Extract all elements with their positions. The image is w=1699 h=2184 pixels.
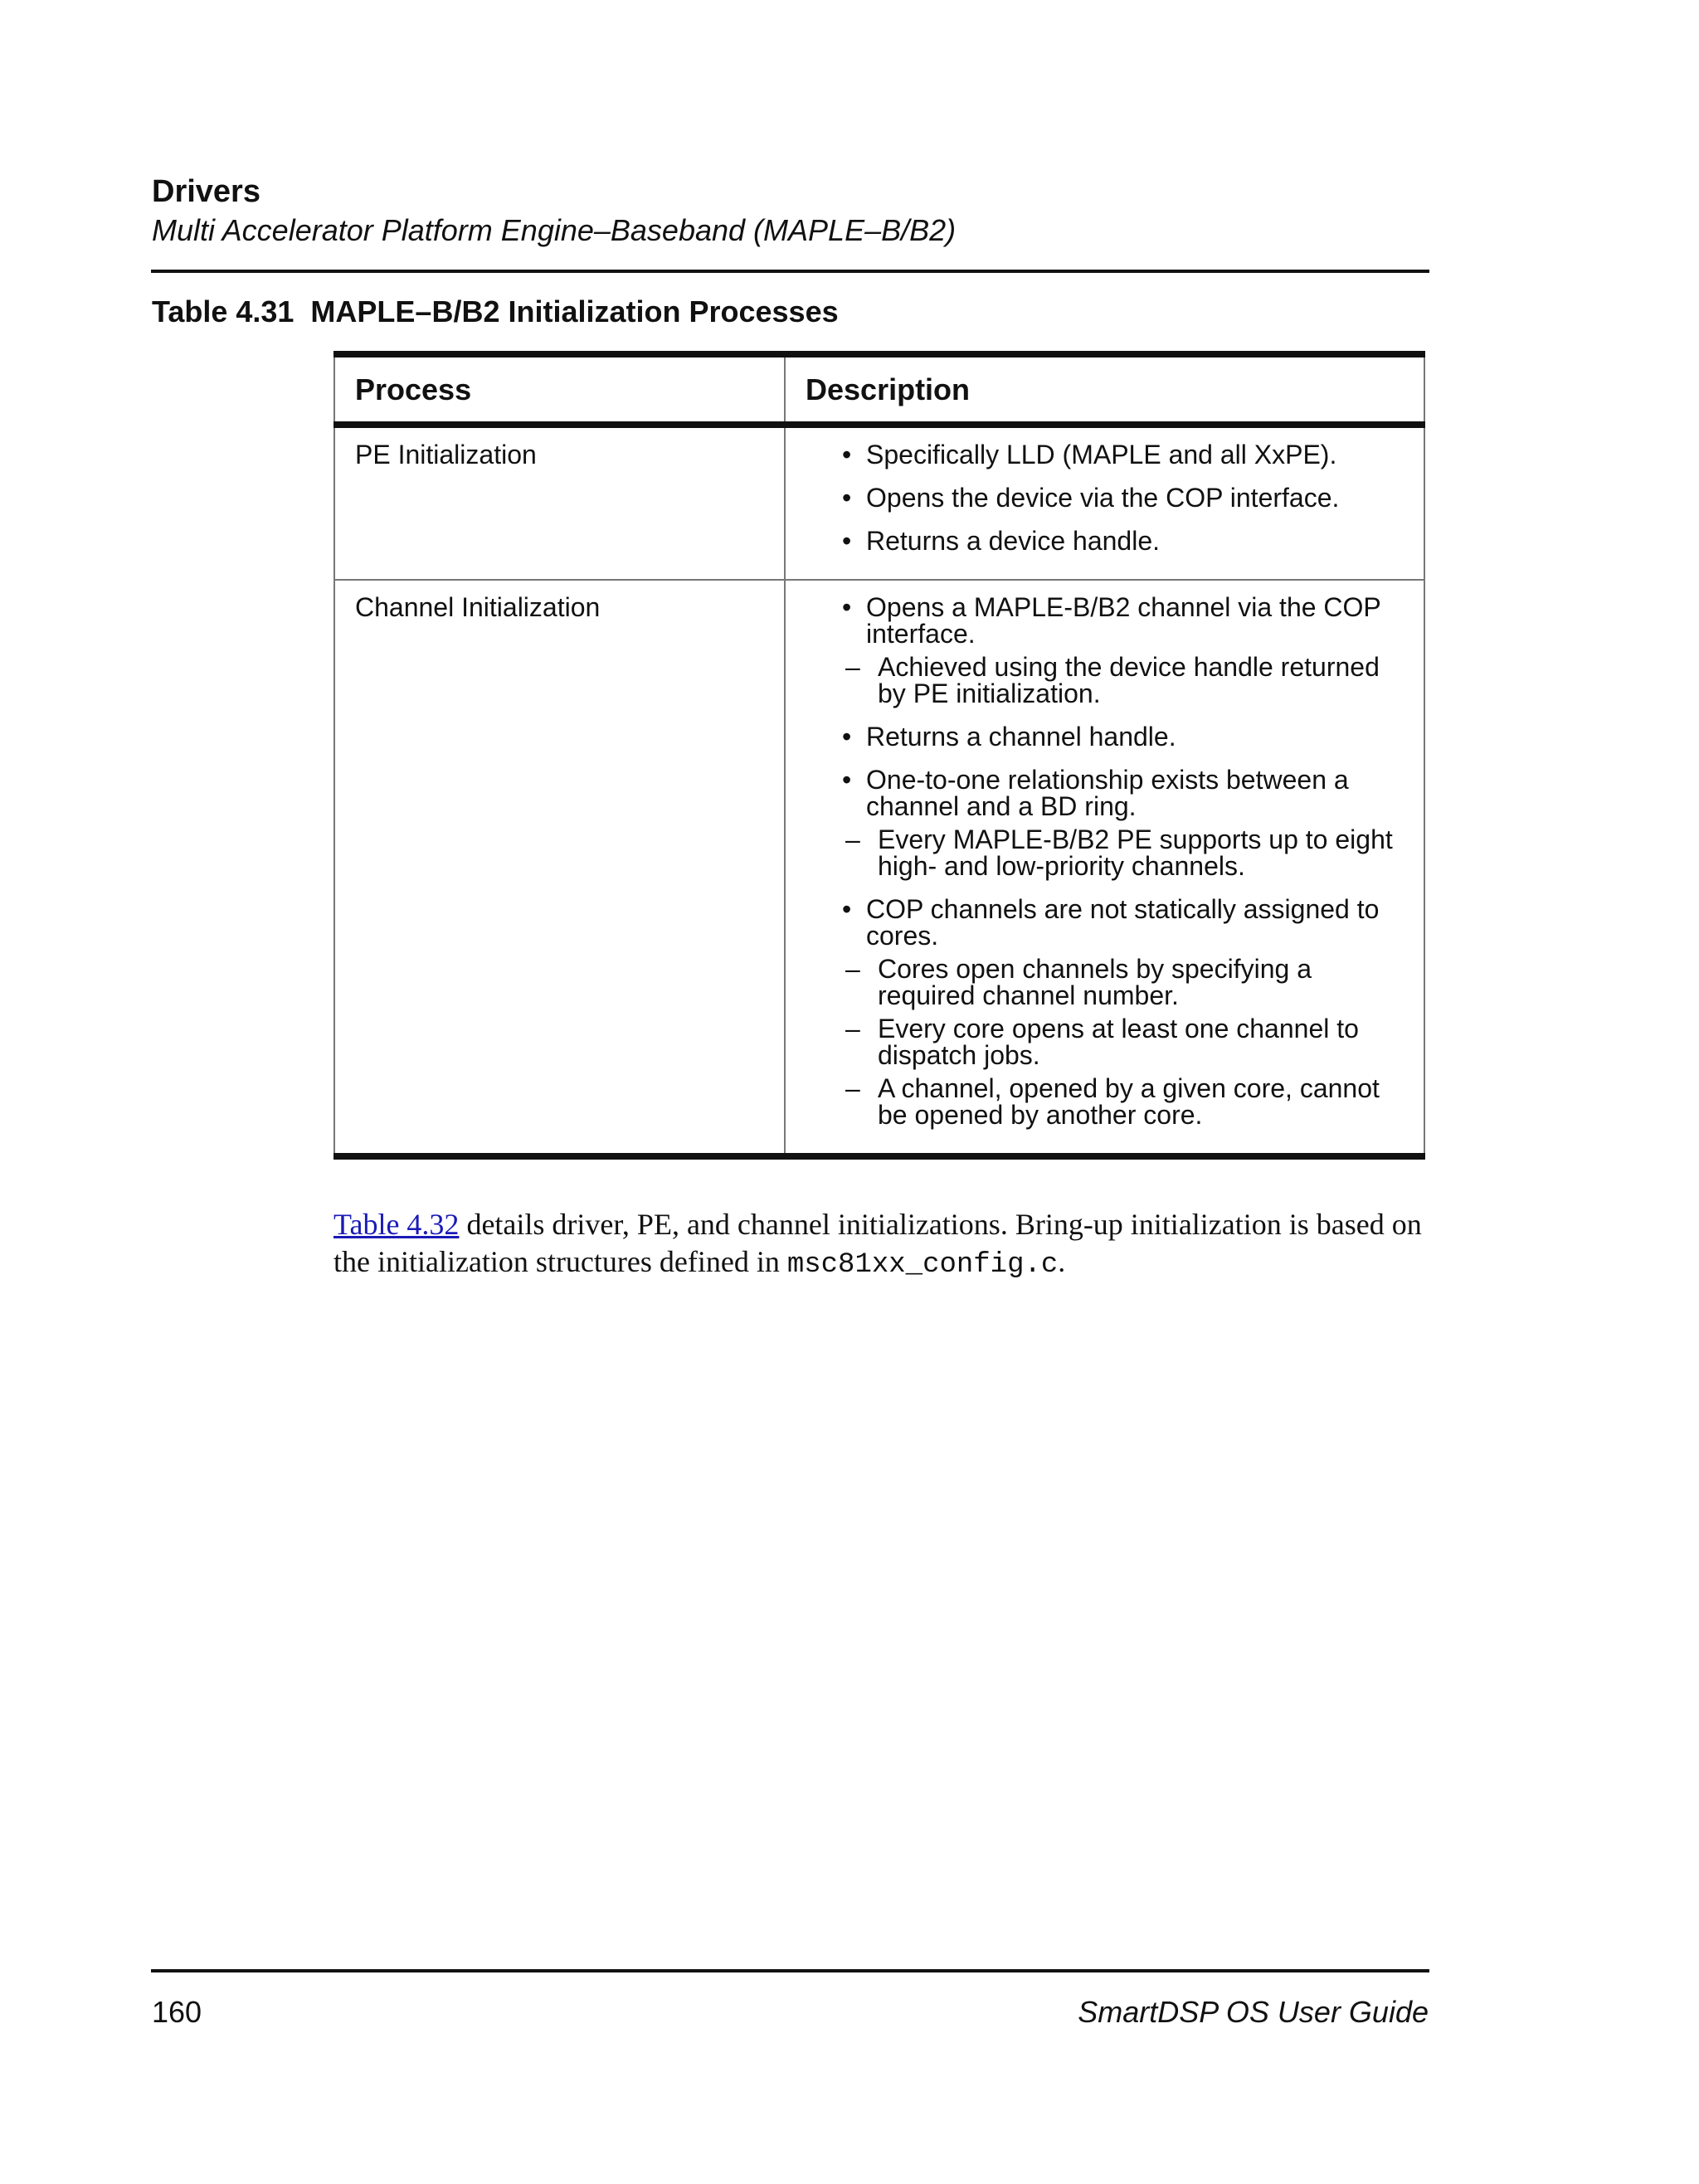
sub-bullet-item [806, 826, 1404, 879]
bullet-text: Returns a device handle. [866, 526, 1160, 556]
bullet-text: Returns a channel handle. [866, 722, 1176, 752]
bullet-item [806, 896, 1404, 949]
bullet-marker: • [842, 765, 852, 795]
initialization-table [333, 351, 1425, 1160]
column-header-process: Process [334, 354, 785, 425]
bullet-marker: • [842, 722, 852, 752]
guide-title: SmartDSP OS User Guide [1078, 1995, 1429, 2029]
bullet-text: Specifically LLD (MAPLE and all XxPE). [866, 440, 1337, 469]
dash-marker: – [845, 954, 860, 984]
section-subtitle: Multi Accelerator Platform Engine–Baseband (MAPLE–B/B2) [152, 213, 957, 247]
config-file-name: msc81xx_config.c [786, 1249, 1059, 1281]
bullet-item [806, 594, 1404, 647]
sub-bullet-item [806, 1015, 1404, 1068]
dash-marker: – [845, 652, 860, 682]
footer-divider [151, 1969, 1429, 1972]
bullet-item [806, 441, 1404, 468]
bullet-text: Opens the device via the COP interface. [866, 483, 1340, 513]
bullet-item [806, 484, 1404, 511]
description-cell [785, 580, 1424, 1156]
sub-bullet-text: A channel, opened by a given core, cannot be opened by another core. [878, 1073, 1380, 1130]
bullet-text: COP channels are not statically assigned to cores. [866, 894, 1380, 951]
sub-bullet-text: Achieved using the device handle returned by PE initialization. [878, 652, 1380, 708]
page-number: 160 [152, 1995, 202, 2029]
dash-marker: – [845, 824, 860, 854]
sub-bullet-text: Every MAPLE-B/B2 PE supports up to eight high- and low-priority channels. [878, 824, 1393, 881]
process-cell: Channel Initialization [334, 580, 785, 1156]
bullet-item [806, 766, 1404, 820]
body-paragraph [333, 1206, 1429, 1284]
column-header-description: Description [785, 354, 1424, 425]
chapter-title: Drivers [152, 174, 260, 209]
body-text-part-2: . [1058, 1245, 1066, 1278]
sub-bullet-text: Every core opens at least one channel to dispatch jobs. [878, 1014, 1359, 1070]
bullet-item [806, 723, 1404, 750]
sub-bullet-item [806, 654, 1404, 707]
dash-marker: – [845, 1014, 860, 1043]
bullet-text: Opens a MAPLE-B/B2 channel via the COP interface. [866, 592, 1381, 649]
bullet-text: One-to-one relationship exists between a channel and a BD ring. [866, 765, 1349, 821]
table-reference-link[interactable]: Table 4.32 [333, 1208, 460, 1241]
bullet-marker: • [842, 483, 852, 513]
body-text-part-1: details driver, PE, and channel initializations. Bring-up initialization is based on the initialization structures defined in [333, 1208, 1422, 1278]
sub-bullet-item [806, 1075, 1404, 1128]
bullet-marker: • [842, 440, 852, 469]
header-divider [151, 270, 1429, 273]
description-cell [785, 425, 1424, 580]
table-body [334, 425, 1424, 1156]
dash-marker: – [845, 1073, 860, 1103]
bullet-marker: • [842, 526, 852, 556]
sub-bullet-text: Cores open channels by specifying a required channel number. [878, 954, 1312, 1010]
sub-bullet-item [806, 956, 1404, 1009]
table-row [334, 580, 1424, 1156]
table-caption: Table 4.31 MAPLE–B/B2 Initialization Processes [152, 294, 839, 328]
process-cell: PE Initialization [334, 425, 785, 580]
table-header-row [334, 354, 1424, 425]
bullet-item [806, 528, 1404, 554]
bullet-marker: • [842, 592, 852, 622]
bullet-marker: • [842, 894, 852, 924]
table-row [334, 425, 1424, 580]
